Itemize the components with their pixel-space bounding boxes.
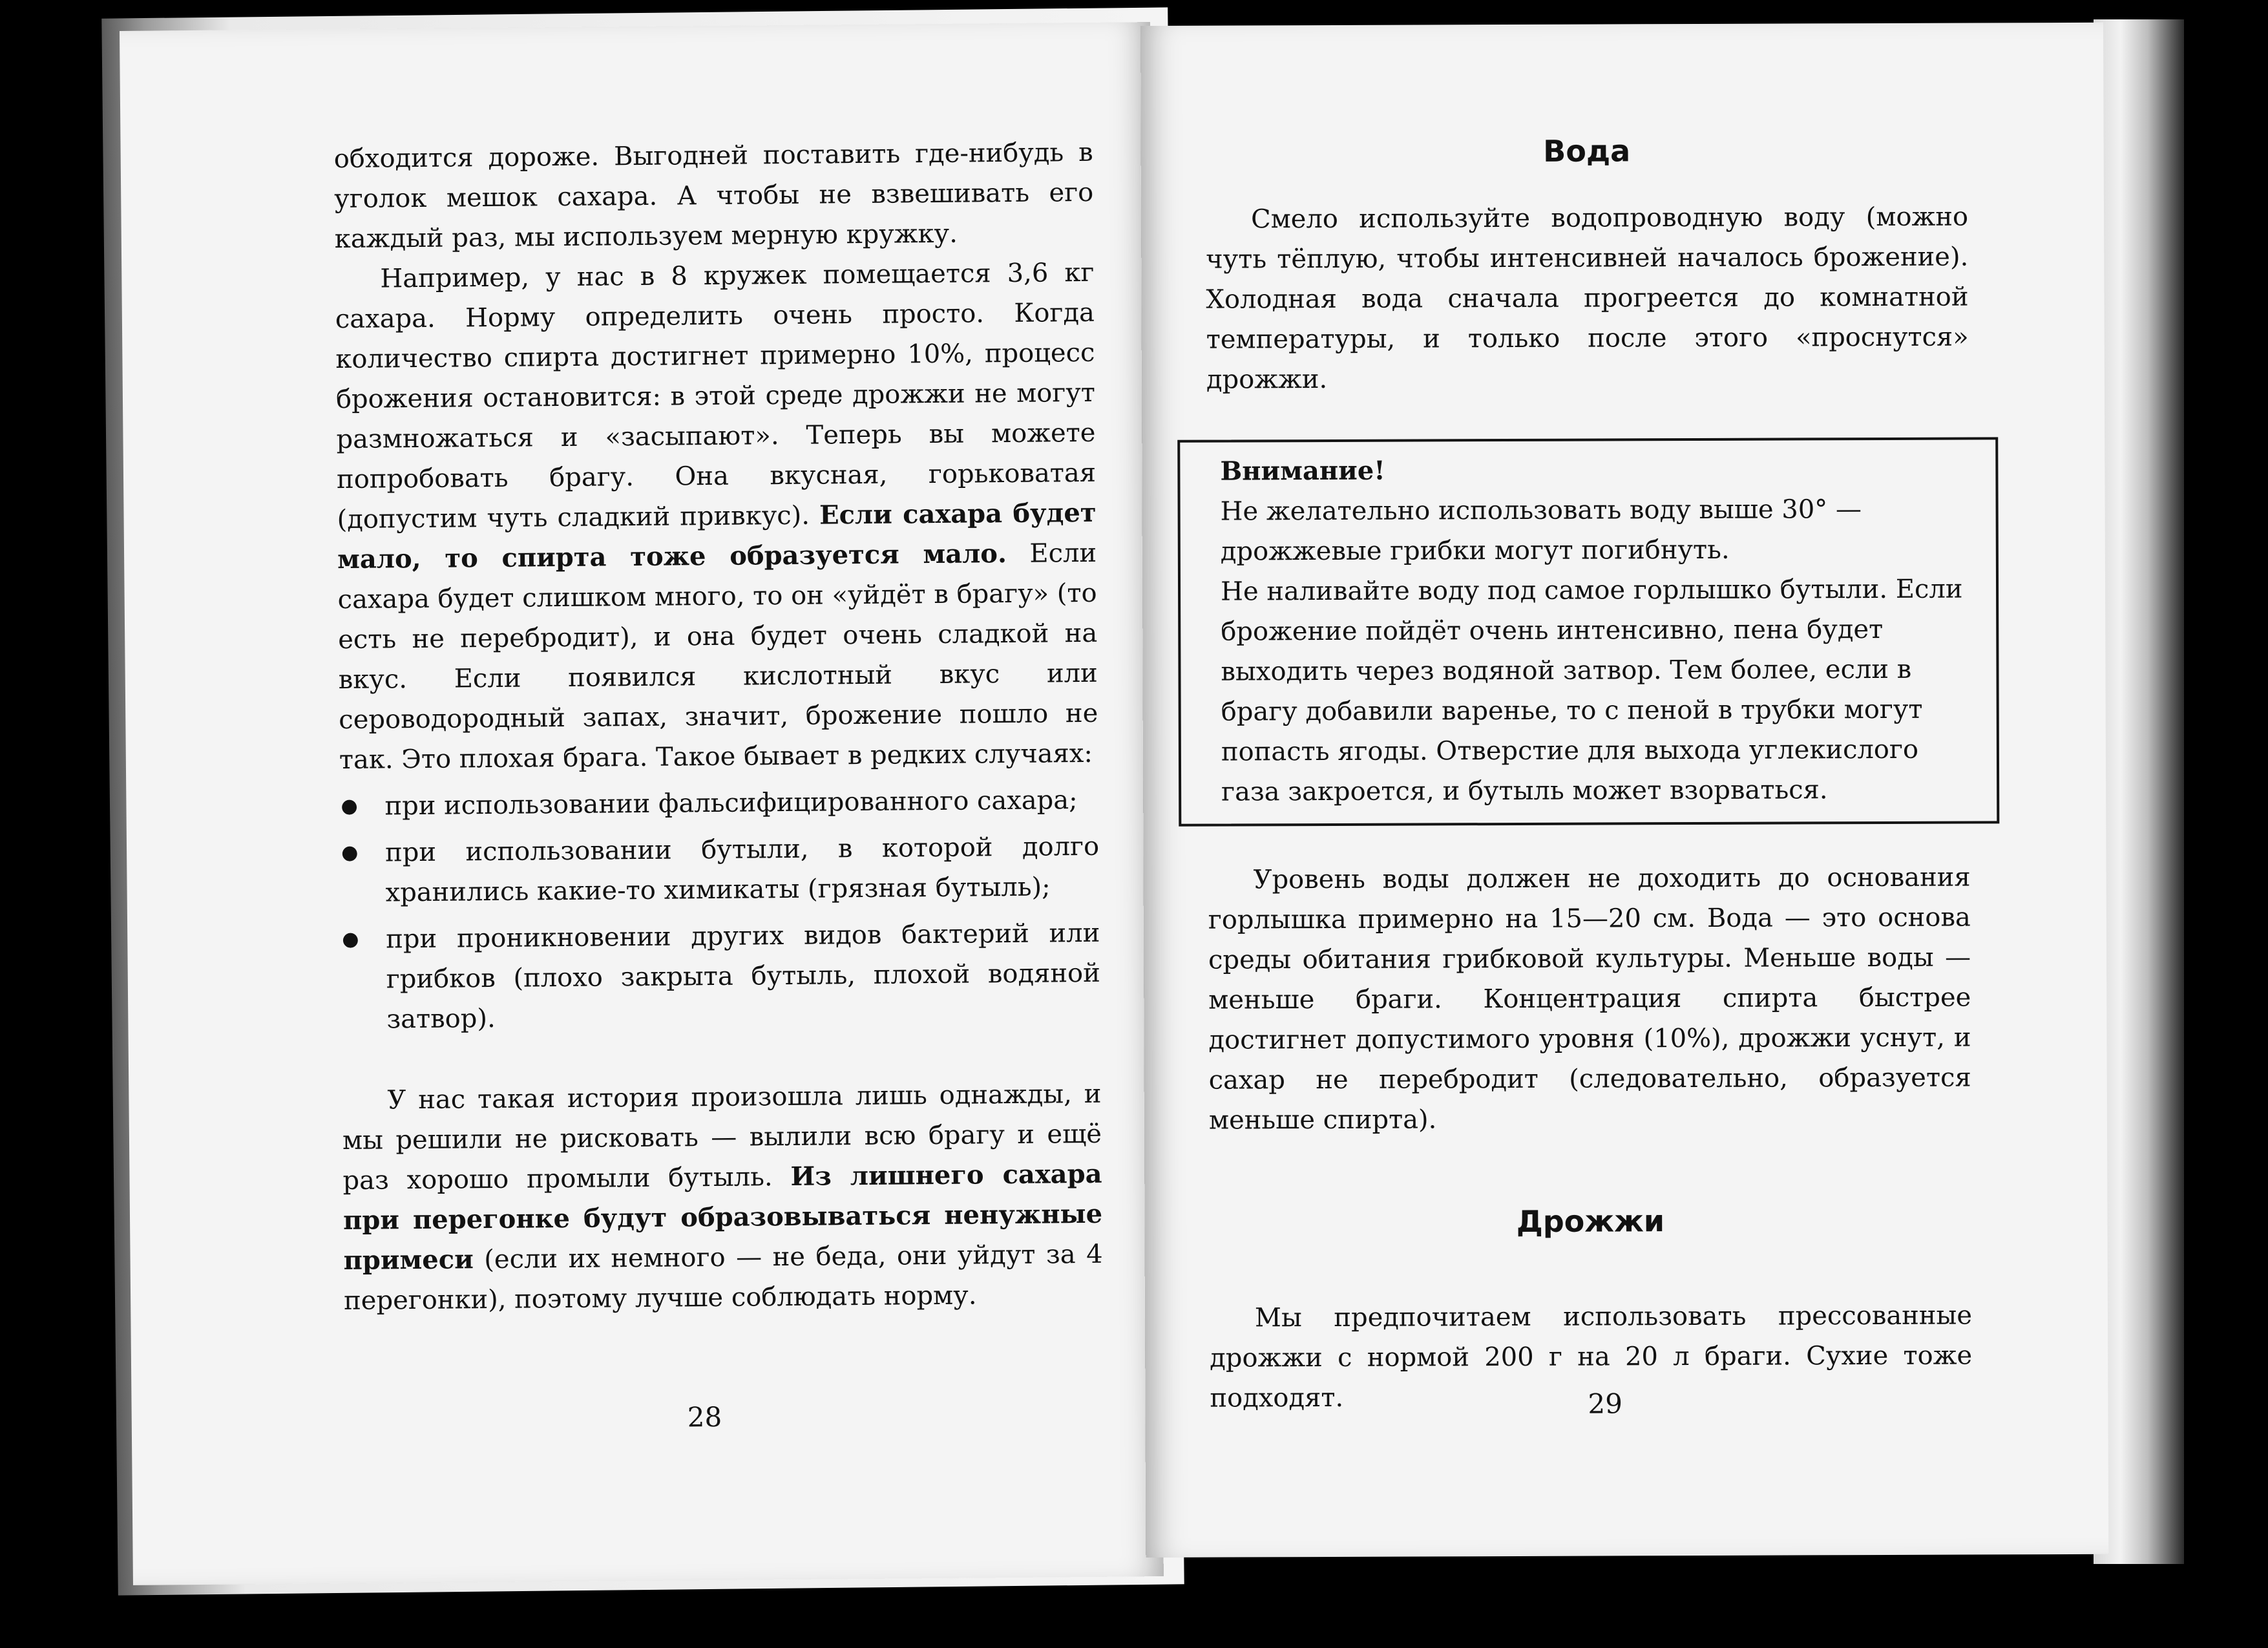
bold-impurities-warning: Из лишнего сахара при перегонке будут образовываться ненужные примеси — [342, 1158, 1103, 1276]
page-number: 28 — [687, 1400, 722, 1433]
warning-overflow: Не наливайте воду под самое горлышко бутыли. Если брожение пойдёт очень интенсивно, пена будет выходить через водяной затвор. Тем более, если в брагу добавили варенье, то с пеной в трубки могут попасть ягоды. Отверстие для выхода углекислого газа закроется, и бутыль может взорваться. — [1220, 574, 1963, 807]
warning-temperature: Не желательно использовать воду выше 30° — дрожжевые грибки могут погибнуть. — [1220, 494, 1862, 567]
left-page-text — [333, 132, 1103, 1321]
list-item: ● при использовании бутыли, в которой долго хранились какие-то химикаты (грязная бутыль); — [340, 827, 1100, 913]
paragraph-yeast: Мы предпочитаем использовать прессованные дрожжи с нормой 200 г на 20 л браги. Сухие тоже подходят. — [1210, 1300, 1973, 1413]
paragraph-continuation: обходится дороже. Выгодней поставить где-нибудь в уголок мешок сахара. А чтобы не взвешивать его каждый раз, мы используем мерную кружку. — [333, 137, 1094, 255]
right-page — [1140, 23, 2108, 1558]
section-heading-yeast: Дрожжи — [1516, 1203, 1665, 1239]
list-item: ● при проникновении других видов бактерий или грибков (плохо закрыта бутыль, плохой водяной затвор). — [341, 913, 1101, 1040]
paragraph-story: У нас такая история произошла лишь однажды, и мы решили не рисковать — вылили всю брагу и ещё раз хорошо промыли бутыль. Из лишнего сахара при перегонке будут образовываться ненужные примеси (если их немного — не беда, они уйдут за 4 перегонки), поэтому лучше соблюдать норму. — [342, 1079, 1103, 1316]
warning-title: Внимание! — [1220, 455, 1385, 487]
warning-box — [1177, 437, 1999, 826]
list-item: ● при использовании фальсифицированного сахара; — [339, 780, 1098, 827]
section-heading-water: Вода — [1543, 133, 1631, 169]
bad-brew-causes-list — [339, 780, 1100, 1040]
paragraph-sugar-norm: Например, у нас в 8 кружек помещается 3,6 кг сахара. Норму определить очень просто. Когда количество спирта достигнет примерно 10%, процесс брожения остановится: в этой среде дрожжи не могут размножаться и «засыпают». Теперь вы можете попробовать брагу. Она вкусная, горьковатая (допустим чуть сладкий привкус). Если сахара будет мало, то спирта тоже образуется мало. Если сахара будет слишком много, то он «уйдёт в брагу» (то есть не перебродит), и она будет очень сладкой на вкус. Если появился кислотный вкус или сероводородный запах, значит, брожение пошло не так. Это плохая брага. Такое бывает в редких случаях: — [335, 257, 1098, 776]
page-number: 29 — [1588, 1388, 1622, 1420]
paragraph-water-level: Уровень воды должен не доходить до основания горлышка примерно на 15—20 см. Вода — это основа среды обитания грибковой культуры. Меньше воды — меньше браги. Концентрация спирта быстрее достигнет допустимого уровня (10%), дрожжи уснут, и сахар не перебродит (следовательно, образуется меньше спирта). — [1208, 862, 1971, 1136]
left-page — [120, 22, 1164, 1585]
bold-sugar-warning: Если сахара будет мало, то спирта тоже образуется мало. — [337, 497, 1097, 575]
paragraph-tap-water: Смело используйте водопроводную воду (можно чуть тёплую, чтобы интенсивней началось брожение). Холодная вода сначала прогреется до комнатной температуры, и только после этого «проснутся» дрожжи. — [1206, 202, 1969, 395]
right-page-text — [1206, 130, 1973, 1419]
